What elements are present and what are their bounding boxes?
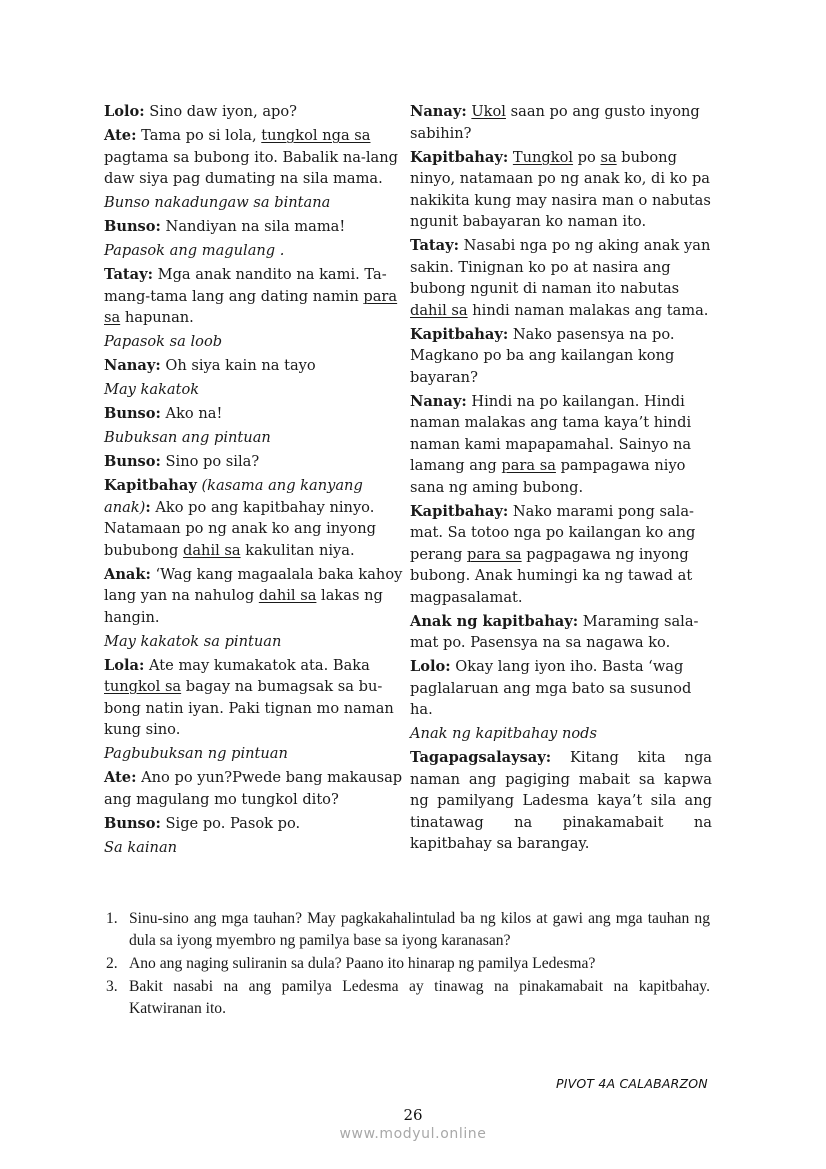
dialogue-text: pampagawa niyo sana ng aming bubong. xyxy=(410,457,686,496)
dialogue-text: Tama po si lola, xyxy=(136,127,262,144)
question-item xyxy=(104,953,710,975)
underlined-connective: Ukol xyxy=(471,103,506,120)
speaker-name: Kapitbahay: xyxy=(410,148,509,166)
question-text: Bakit nasabi na ang pamilya Ledesma ay tinawag na pinakamabait na kapitbahay. Katwiranan ito. xyxy=(129,978,710,1017)
dialogue-line xyxy=(410,235,712,321)
question-item xyxy=(104,976,710,1020)
speaker-name: Tatay: xyxy=(104,266,153,283)
speaker-name: Ate: xyxy=(104,769,137,786)
dialogue-line xyxy=(410,147,712,233)
speaker-name: Nanay: xyxy=(410,392,467,410)
speaker-name: Nanay: xyxy=(104,357,161,374)
question-number: 3. xyxy=(106,978,118,995)
dialogue-line xyxy=(104,264,404,329)
underlined-connective: sa xyxy=(600,148,617,166)
dialogue-text: hapunan. xyxy=(120,309,194,326)
underlined-connective: tungkol sa xyxy=(104,678,182,695)
speaker-name: Anak ng kapitbahay: xyxy=(410,612,579,630)
underlined-connective: tungkol nga sa xyxy=(261,127,371,144)
question-item xyxy=(104,908,710,952)
speaker-name: Lolo: xyxy=(104,103,145,120)
dialogue-text: pagpagawa ng inyong bubong. Anak humingi ka ng tawad at magpasalamat. xyxy=(410,545,693,606)
dialogue-text: Hindi na po kailangan. Hindi naman malakas ang tama kaya’t hindi naman kami mapapamahal. Sainyo na lamang ang xyxy=(410,392,692,474)
stage-direction: Sa kainan xyxy=(104,838,178,856)
dialogue-line xyxy=(410,501,712,609)
underlined-connective: dahil sa xyxy=(410,301,468,319)
underlined-connective: para sa xyxy=(104,287,398,326)
dialogue-text: bubong ninyo, natamaan po ng anak ko, di ko pa nakikita kung may nasira man o nabutas ngunit babayaran ko naman ito. xyxy=(410,148,711,230)
dialogue-line xyxy=(410,611,712,654)
dialogue-line xyxy=(410,747,712,855)
dialogue-text: Nako pasensya na po. Magkano po ba ang kailangan kong bayaran? xyxy=(410,325,675,386)
dialogue-text: Nandiyan na sila mama! xyxy=(160,218,346,235)
speaker-name: Ate: xyxy=(104,127,137,144)
dialogue-line xyxy=(410,391,712,499)
dialogue-text: saan po ang gusto inyong sabihin? xyxy=(410,103,700,142)
dialogue-line xyxy=(104,125,404,190)
stage-direction: May kakatok xyxy=(104,381,200,398)
stage-direction: Bubuksan ang pintuan xyxy=(104,429,271,446)
dialogue-text: Nasabi nga po ng aking anak yan sakin. Tinignan ko po at nasira ang bubong ngunit di naman ito nabutas xyxy=(410,237,711,297)
speaker-name: Bunso: xyxy=(104,218,161,235)
dialogue-line xyxy=(410,101,712,144)
dialogue-text: Ano po yun?Pwede bang makausap ang magulang mo tungkol dito? xyxy=(104,769,403,808)
dialogue-text: Sige po. Pasok po. xyxy=(160,814,301,832)
dialogue-line xyxy=(104,564,404,629)
dialogue-text: Okay lang iyon iho. Basta ‘wag paglalaruan ang mga bato sa susunod ha. xyxy=(410,658,692,718)
dialogue-line xyxy=(104,216,404,238)
underlined-connective: para sa xyxy=(467,545,522,563)
stage-direction: Anak ng kapitbahay nods xyxy=(410,725,597,742)
stage-direction: Pagbubuksan ng pintuan xyxy=(104,745,288,762)
dialogue-text: pagtama sa bubong ito. Babalik na-lang daw siya pag dumating na sila mama. xyxy=(104,148,398,187)
dialogue-line xyxy=(104,655,404,741)
speaker-name: Bunso: xyxy=(104,453,161,470)
dialogue-text: Sino daw iyon, apo? xyxy=(144,103,298,120)
underlined-connective: para sa xyxy=(501,457,556,474)
speaker-name: Tagapagsalaysay: xyxy=(410,749,552,766)
stage-direction: Bunso nakadungaw sa bintana xyxy=(104,194,331,211)
dialogue-text: kakulitan niya. xyxy=(240,541,355,559)
dialogue-line xyxy=(104,767,404,810)
stage-direction: May kakatok sa pintuan xyxy=(104,632,282,650)
dialogue-line xyxy=(410,656,712,721)
dialogue-line xyxy=(104,355,404,377)
stage-direction: Papasok sa loob xyxy=(104,333,223,350)
question-text: Ano ang naging suliranin sa dula? Paano ito hinarap ng pamilya Ledesma? xyxy=(129,955,596,972)
dialogue-column-right xyxy=(410,101,712,861)
discussion-questions xyxy=(104,908,710,1021)
dialogue-line xyxy=(104,403,404,425)
dialogue-text: Maraming sala-mat po. Pasensya na sa nagawa ko. xyxy=(410,612,699,651)
dialogue-line xyxy=(104,451,404,473)
underlined-connective: Tungkol xyxy=(512,148,574,166)
dialogue-text: Nako marami pong sala-mat. Sa totoo nga po kailangan ko ang perang xyxy=(410,502,696,563)
dialogue-columns xyxy=(104,101,712,861)
speaker-name: Nanay: xyxy=(410,103,467,120)
question-text: Sinu-sino ang mga tauhan? May pagkakahalintulad ba ng kilos at gawi ang mga tauhan ng dula sa iyong myembro ng pamilya base sa iyong karanasan? xyxy=(129,910,710,949)
speaker-name: Kapitbahay xyxy=(104,477,197,494)
stage-direction: Papasok ang magulang . xyxy=(104,242,285,259)
dialogue-text: Ako po ang kapitbahay ninyo. Natamaan po ng anak ko ang inyong bububong xyxy=(104,498,376,559)
speaker-name: Lolo: xyxy=(410,658,451,675)
speaker-name: Bunso: xyxy=(104,405,161,422)
dialogue-text: Ate may kumakatok ata. Baka xyxy=(144,656,370,674)
speaker-note: (kasama ang kanyang anak) xyxy=(104,477,363,516)
dialogue-text: bagay na bumagsak sa bu-bong natin iyan. Paki tignan mo naman kung sino. xyxy=(104,678,394,738)
speaker-name: Anak: xyxy=(104,565,151,583)
dialogue-text: ‘Wag kang magaalala baka kahoy lang yan na nahulog xyxy=(104,565,403,604)
dialogue-text: Oh siya kain na tayo xyxy=(160,357,316,374)
dialogue-text: Ako na! xyxy=(160,405,223,422)
footer-brand: PIVOT 4A CALABARZON xyxy=(556,1076,708,1091)
dialogue-line xyxy=(104,101,404,123)
dialogue-line xyxy=(410,324,712,389)
question-number: 1. xyxy=(106,910,118,927)
underlined-connective: dahil sa xyxy=(258,587,317,604)
dialogue-line xyxy=(104,475,404,561)
speaker-name: Kapitbahay: xyxy=(410,325,509,343)
dialogue-text: hindi naman malakas ang tama. xyxy=(467,301,709,319)
speaker-name: Bunso: xyxy=(104,814,161,832)
speaker-name: Tatay: xyxy=(410,237,459,254)
dialogue-column-left xyxy=(104,101,404,861)
dialogue-line xyxy=(104,813,404,835)
dialogue-text: lakas ng hangin. xyxy=(104,587,383,626)
speaker-name: Lola: xyxy=(104,656,145,674)
watermark-link[interactable]: www.modyul.online xyxy=(339,1126,487,1142)
dialogue-text: Mga anak nandito na kami. Ta-mang-tama lang ang dating namin xyxy=(104,266,387,305)
dialogue-text: Sino po sila? xyxy=(160,453,260,470)
underlined-connective: dahil sa xyxy=(183,541,241,559)
question-number: 2. xyxy=(106,955,118,972)
speaker-colon: : xyxy=(145,498,151,516)
page-number: 26 xyxy=(403,1106,423,1124)
dialogue-text: po xyxy=(573,148,601,166)
speaker-name: Kapitbahay: xyxy=(410,502,509,520)
dialogue-text: Kitang kita nga naman ang pagiging mabait sa kapwa ng pamilyang Ladesma kaya’t sila ang tinatawag na pinakamabait na kapitbahay sa barangay. xyxy=(410,749,712,852)
